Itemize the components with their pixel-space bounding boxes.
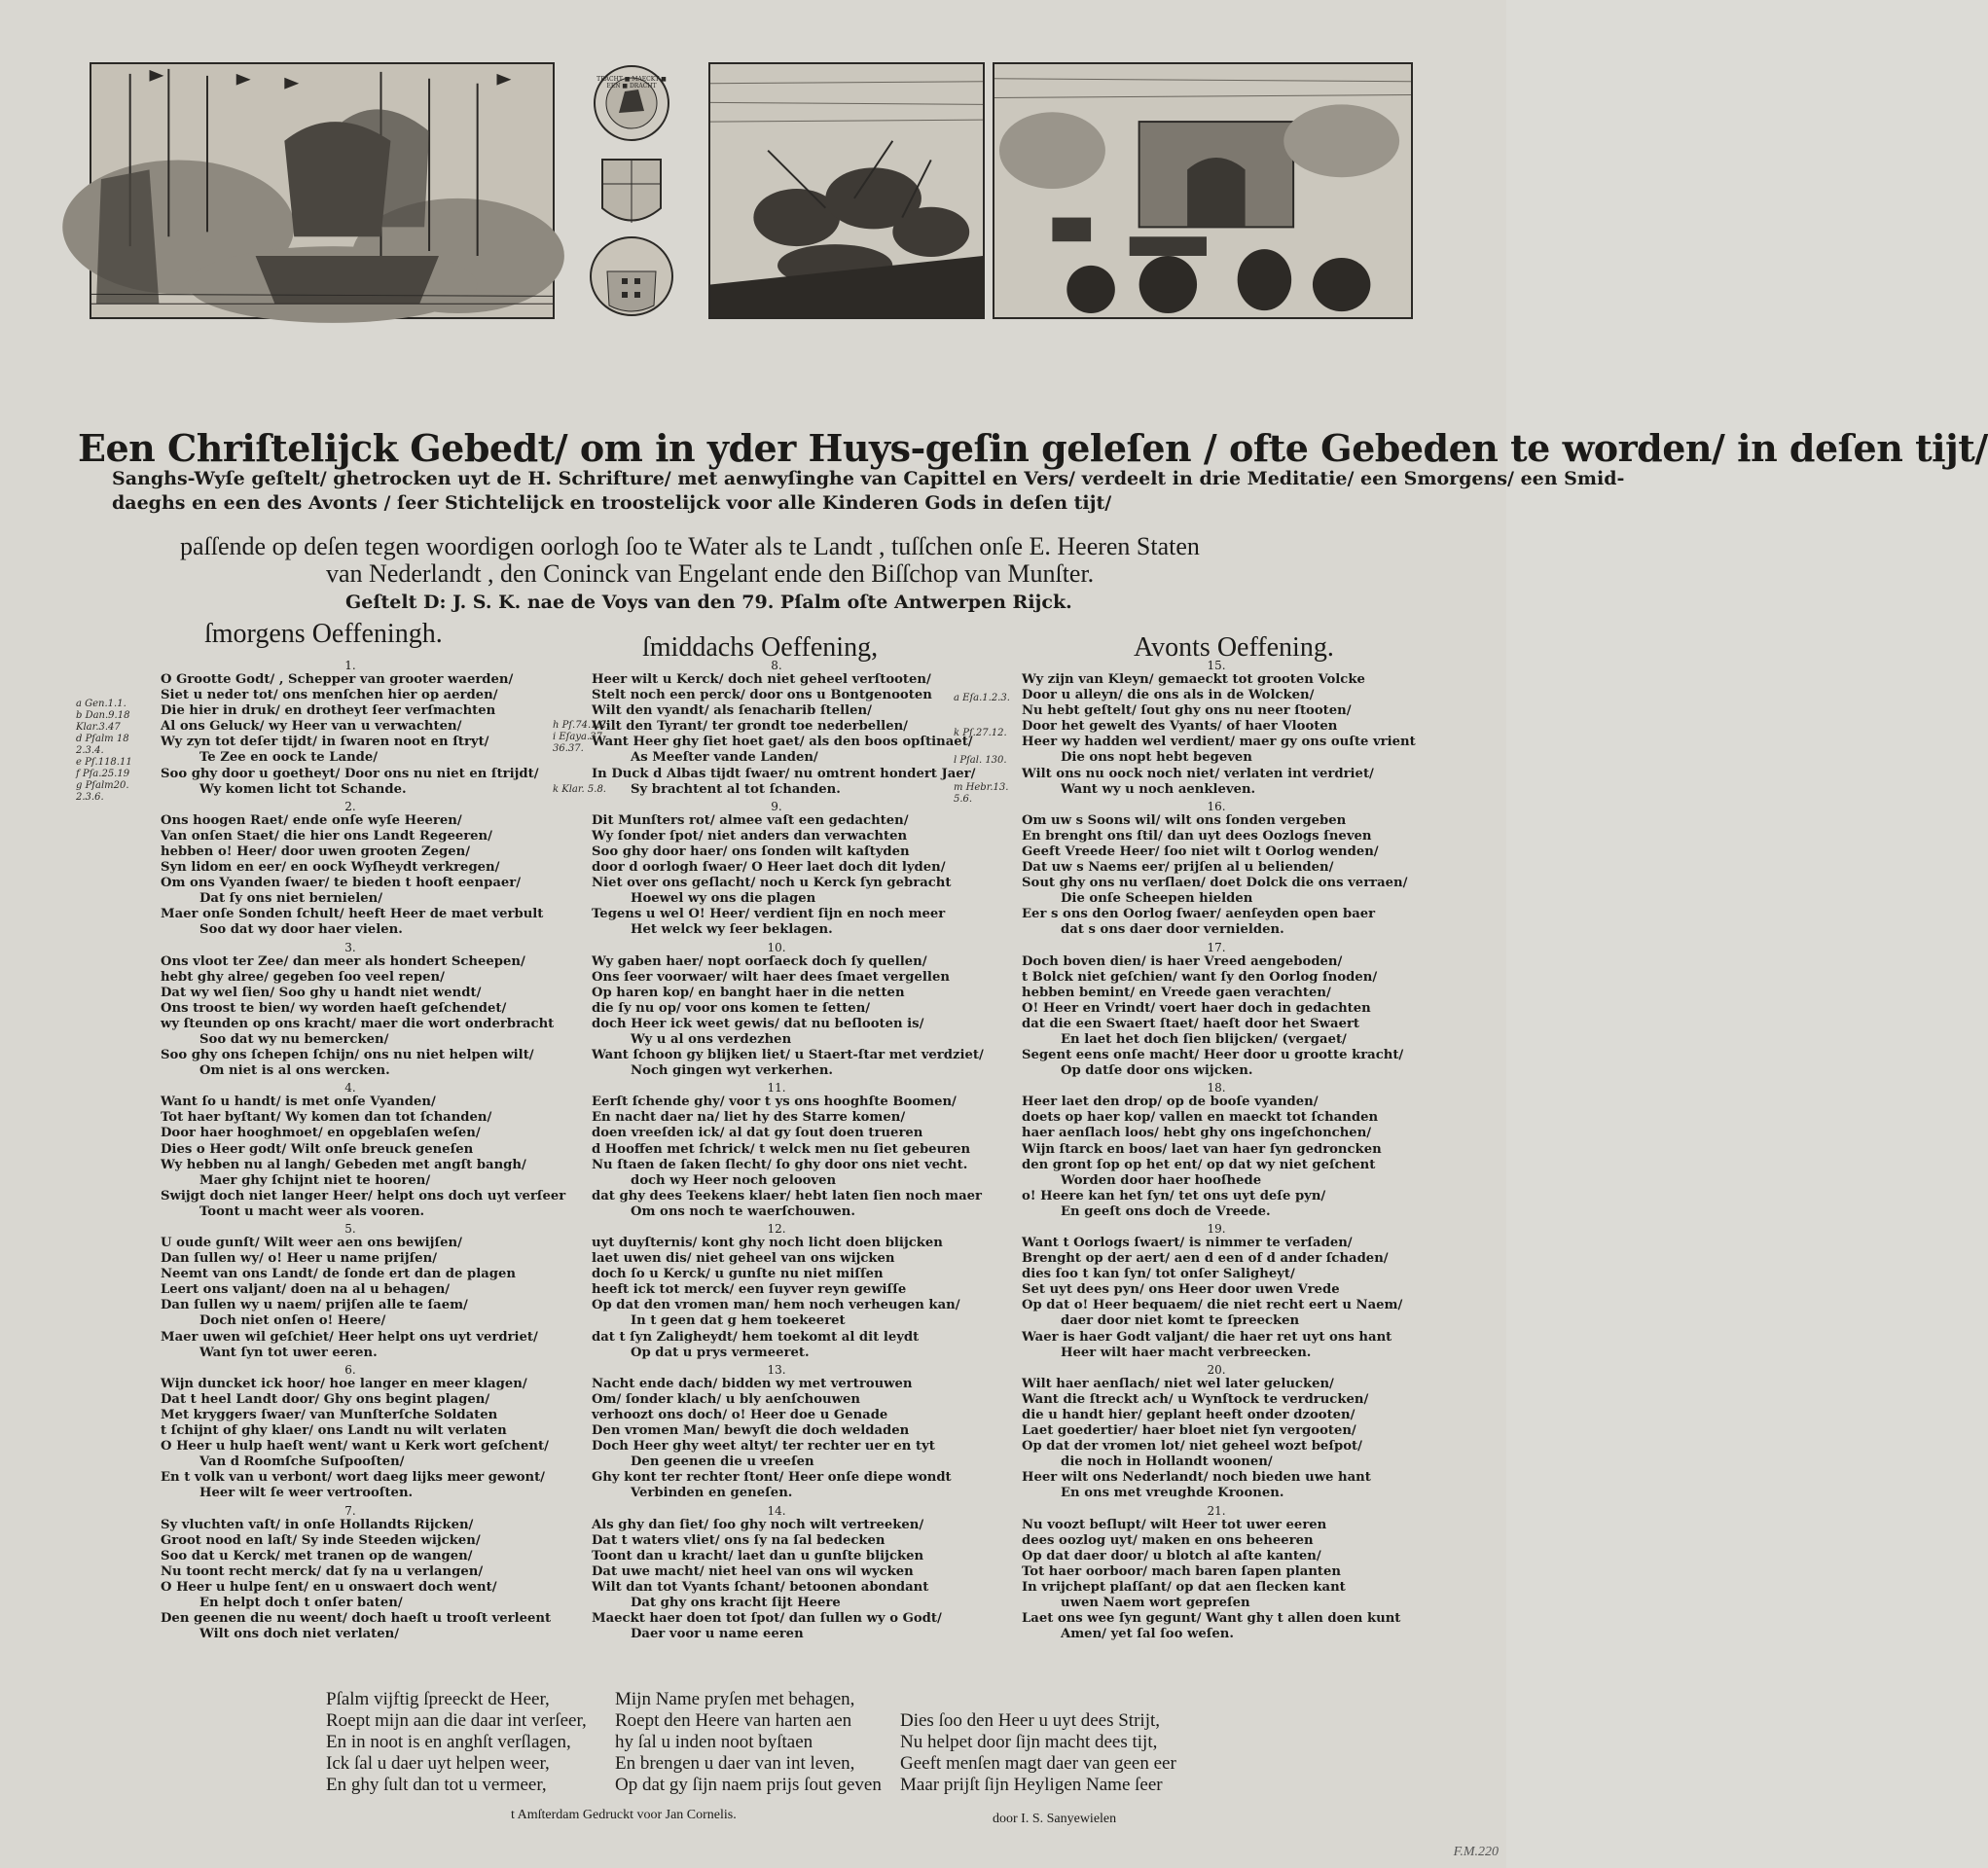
verse-line: dat ghy dees Teekens klaer/ hebt laten ſien noch maer [592,1188,982,1203]
verse-line: U oude gunſt/ Wilt weer aen ons bewijſen/ [161,1236,462,1250]
midday-heading: ſmiddachs Oeffening, [642,632,879,663]
verse-line: O Heer u hulp haeſt went/ want u Kerk wort geſchent/ [161,1439,549,1455]
verse-line: dat t ſyn Zaligheydt/ hem toekomt al dit leydt [592,1329,920,1345]
verse-line: Want wy u noch aenkleven. [1061,781,1256,797]
verse-line: Segent eens onſe macht/ Heer door u grootte kracht/ [1022,1048,1404,1063]
verse-line: Leert ons valjant/ doen na al u behagen/ [161,1282,451,1298]
verse-line: In Duck d Albas tijdt ſwaer/ nu omtrent hondert Jaer/ [592,766,976,781]
stanza-7 [161,1503,552,1643]
evening-heading: Avonts Oeffening. [1134,632,1334,663]
verse-line: hebt ghy alree/ gegeben ſoo veel repen/ [161,969,445,985]
verse-line: Want die ſtreckt ach/ u Wynſtock te verdrucken/ [1022,1391,1369,1407]
verse-line: dat s ons daer door vernielden. [1061,922,1284,938]
stanza-10 [592,940,984,1080]
closing-verse-col-1 [326,1689,587,1796]
verse-line: Op haren kop/ en banght haer in die netten [592,985,905,1000]
verse-line: Heer wilt ſe weer vertrooſten. [199,1486,414,1501]
margin-refs-mid: h Pſ.74.1.2 i Eſaya.37. 36.37. k Klar. 5.8. [553,720,607,795]
verse-line: O Heer u hulpe ſent/ en u onswaert doch went/ [161,1579,497,1595]
stanza-number: 9. [771,799,782,813]
verse-line: Syn lidom en eer/ en oock Wyſheydt verkregen/ [161,860,500,876]
verse-line: Nu voozt beſlupt/ wilt Heer tot uwer eeren [1022,1517,1327,1532]
verse-line: Set uyt dees pyn/ ons Heer door uwen Vrede [1022,1282,1340,1298]
verse-line: Dat uw s Naems eer/ prijſen al u belienden/ [1022,860,1334,876]
verse-line: Om ons Vyanden ſwaer/ te bieden t hooft eenpaer/ [161,876,522,891]
stanza-14 [592,1505,961,1643]
closing-line: Dies ſoo den Heer u uyt dees Strijt, [900,1710,1161,1731]
stanza-18 [1022,1082,1411,1220]
verse-line: En laet het doch ſien blijcken/ (vergaet/ [1061,1031,1347,1047]
verse-line: Wy gaben haer/ nopt oorſaeck doch ſy quellen/ [592,953,927,969]
verse-line: Wilt den Tyrant/ ter grondt toe nederbellen/ [592,719,908,735]
stanza-12 [592,1223,961,1361]
verse-line: Het welck wy ſeer beklagen. [631,922,833,938]
verse-line: Dit Munſters rot/ almee vaſt een gedachten/ [592,812,909,828]
stanza-21 [1022,1505,1411,1643]
verse-line: Wy ſonder ſpot/ niet anders dan verwachten [592,828,908,844]
sheet-title: Een Chriſtelijck Gebedt/ om in yder Huys-geſin geleſen / ofte Gebeden te worden/ in deſen tijt/ [78,426,1988,470]
closing-line: Nu helpet door ſijn macht dees tijt, [900,1732,1158,1752]
stanza-4 [161,1081,566,1220]
verse-line: In t geen dat g hem toekeeret [631,1313,846,1329]
margin-refs-left: a Gen.1.1. b Dan.9.18 Klar.3.47 d Pſalm 18 2.3.4. e Pſ.118.11 f Pſa.25.19 g Pſalm20. 2.3.6. [76,699,132,803]
verse-line: door d oorlogh ſwaer/ O Heer laet doch dit lyden/ [592,860,946,876]
verse-line: Nacht ende dach/ bidden wy met vertrouwen [592,1376,913,1391]
verse-line: Om uw s Soons wil/ wilt ons ſonden vergeben [1022,812,1347,828]
verse-line: Noch gingen wyt verkerhen. [631,1063,833,1079]
verse-line: Om niet is al ons wercken. [199,1063,390,1079]
verse-line: Wijn duncket ick hoor/ hoe langer en meer klagen/ [161,1376,527,1391]
verse-line: Den vromen Man/ bewyſt die doch weldaden [592,1423,910,1439]
stanza-13 [592,1364,961,1502]
stanza-6 [161,1362,549,1502]
verse-line: Heer wilt ons Nederlandt/ noch bieden uwe hant [1022,1470,1371,1486]
verse-line: doch ſo u Kerck/ u gunſte nu niet miſſen [592,1267,884,1282]
closing-line: Op dat gy ſijn naem prijs ſout geven [615,1775,882,1795]
morning-column [161,659,566,1645]
verse-line: Waer is haer Godt valjant/ die haer ret uyt ons hant [1022,1329,1392,1345]
verse-line: En geeſt ons doch de Vreede. [1061,1203,1271,1219]
stanza-number: 2. [344,799,356,813]
verse-line: Hoewel wy ons die plagen [631,891,816,907]
verse-line: Ghy kont ter rechter ſtont/ Heer onſe diepe wondt [592,1470,952,1486]
verse-line: Dat uwe macht/ niet heel van ons wil wycken [592,1563,914,1579]
verse-line: O! Heer en Vrindt/ voert haer doch in gedachten [1022,1000,1371,1016]
verse-line: Laet goedertier/ haer bloet niet ſyn vergooten/ [1022,1423,1356,1439]
stanza-9 [592,801,961,939]
stanza-number: 15. [1207,659,1226,672]
verse-line: Dan ſullen wy u naem/ prijſen alle te ſaem/ [161,1298,468,1313]
verse-line: Maer ghy ſchijnt niet te hooren/ [199,1172,431,1188]
verse-line: Om/ ſonder klach/ u bly aenſchouwen [592,1391,860,1407]
gestelt-line: Geſtelt D: J. S. K. nae de Voys van den 79. Pſalm oſte Antwerpen Rijck. [345,592,1072,613]
verse-line: Doch niet onſen o! Heere/ [199,1313,386,1329]
verse-line: Daer voor u name eeren [631,1627,804,1642]
margin-refs-right: a Eſa.1.2.3. k Pſ.27.12. l Pſal. 130. m Hebr.13. 5.6. [954,693,1010,805]
stanza-16 [1022,801,1411,939]
verse-line: Sy brachtent al tot ſchanden. [631,781,841,797]
verse-line: Soo dat wy nu bemercken/ [199,1031,389,1047]
verse-line: Van d Roomſche Suſpooſten/ [199,1455,405,1470]
verse-line: Dies o Heer godt/ Wilt onſe breuck geneſen [161,1141,474,1157]
verse-line: Maeckt haer doen tot ſpot/ dan ſullen wy o Godt/ [592,1611,942,1627]
verse-line: Wy hebben nu al langh/ Gebeden met angſt bangh/ [161,1157,526,1172]
stanza-20 [1022,1364,1411,1502]
verse-line: Soo ghy ons ſchepen ſchijn/ ons nu niet helpen wilt/ [161,1048,534,1063]
verse-line: Laet ons wee ſyn gegunt/ Want ghy t allen doen kunt [1022,1611,1401,1627]
verse-line: Maer onſe Sonden ſchult/ heeft Heer de maet verbult [161,907,544,922]
stanza-number: 7. [344,1503,356,1518]
stanza-5 [161,1223,540,1361]
verse-line: Als ghy dan ſiet/ ſoo ghy noch wilt vertreeken/ [592,1517,924,1532]
stanza-number: 16. [1207,799,1226,813]
verse-line: Nu ſtaen de ſaken ſlecht/ ſo ghy door ons niet vecht. [592,1157,968,1172]
verse-line: Ons vloot ter Zee/ dan meer als hondert Scheepen/ [161,953,525,969]
stanza-number: 4. [344,1081,356,1096]
stanza-8 [592,659,976,798]
stanza-number: 10. [767,940,786,954]
verse-line: doen vreeſden ick/ al dat gy ſout doen trueren [592,1126,923,1141]
morning-heading: ſmorgens Oeffeningh. [204,619,443,649]
stanza-number: 11. [767,1081,786,1096]
stanza-17 [1022,942,1411,1080]
verse-line: In vrijchept plaſſant/ op dat aen ſlecken kant [1022,1579,1346,1595]
verse-line: hebben bemint/ en Vreede gaen verachten/ [1022,985,1331,1000]
verse-line: doch Heer ick weet gewis/ dat nu beſlooten is/ [592,1016,924,1031]
verse-line: Soo ghy door haer/ ons ſonden wilt kaſtyden [592,844,910,859]
stanza-number: 3. [344,940,356,954]
verse-line: Op dat den vromen man/ hem noch verheugen kan/ [592,1298,960,1313]
verse-line: Heer laet den drop/ op de booſe vyanden/ [1022,1095,1319,1110]
verse-line: Op dat u prys vermeeret. [631,1345,810,1360]
verse-line: Eer s ons den Oorlog ſwaer/ aenſeyden open baer [1022,907,1376,922]
verse-line: O Grootte Godt/ , Schepper van grooter waerden/ [161,672,514,687]
closing-line: Roept den Heere van harten aen [615,1710,852,1731]
verse-line: Die hier in druk/ en drotheyt ſeer verſmachten [161,703,496,719]
verse-line: d Hooffen met ſchrick/ t welck men nu ſiet gebeuren [592,1141,971,1157]
closing-line: hy ſal u inden noot byſtaen [615,1732,813,1752]
stanza-number: 18. [1207,1081,1226,1096]
verse-line: Op datſe door ons wijcken. [1061,1063,1253,1079]
verse-line: Nu toont recht merck/ dat ſy na u verlangen/ [161,1563,484,1579]
verse-line: Dat ghy ons kracht ſijt Heere [631,1595,841,1610]
stanza-2 [161,799,544,939]
verse-line: Verbinden en geneſen. [631,1486,793,1501]
verse-line: Van onſen Staet/ die hier ons Landt Regeeren/ [161,828,492,844]
verse-line: dees oozlog uyt/ maken en ons beheeren [1022,1532,1314,1548]
stanza-number: 20. [1207,1362,1226,1377]
verse-line: Dat t waters vliet/ ons ſy na ſal bedecken [592,1532,886,1548]
verse-line: Wy zyn tot deſer tijdt/ in ſwaren noot en ſtryt/ [161,735,489,750]
verse-line: t Bolck niet geſchien/ want ſy den Oorlog ſnoden/ [1022,969,1378,985]
stanza-number: 12. [767,1222,786,1236]
verse-line: Wilt den vyandt/ als ſenacharib ſtellen/ [592,703,872,719]
verse-line: Toont u macht weer als vooren. [199,1203,425,1219]
verse-line: die noch in Hollandt woonen/ [1061,1455,1273,1470]
verse-line: Dat t heel Landt door/ Ghy ons begint plagen/ [161,1391,490,1407]
closing-verse-col-3 [900,1710,1176,1796]
verse-line: doets op haer kop/ vallen en maeckt tot ſchanden [1022,1110,1379,1126]
verse-line: En brenght ons ſtil/ dan uyt dees Oozlogs ſneven [1022,828,1372,844]
stanza-11 [592,1081,982,1220]
verse-line: Ons troost te bien/ wy worden haeſt geſchendet/ [161,1000,507,1016]
closing-line: En in noot is en anghſt verſlagen, [326,1732,571,1752]
verse-line: Sy vluchten vaſt/ in onſe Hollandts Rijcken/ [161,1517,474,1532]
subtitle-line-1: Sanghs-Wyſe geſtelt/ ghetrocken uyt de H. Schrifture/ met aenwyſinghe van Capittel en Vers/ verdeelt in drie Meditatie/ een Smorgens/ een Smid- [112,468,1625,489]
stanza-number: 6. [344,1362,356,1377]
verse-line: Want t Oorlogs ſwaert/ is nimmer te verſaden/ [1022,1236,1353,1250]
verse-line: Niet over ons geſlacht/ noch u Kerck ſyn gebracht [592,876,952,891]
closing-line: Geeft menſen magt daer van geen eer [900,1753,1176,1774]
verse-line: Die onſe Scheepen hielden [1061,891,1253,907]
museum-mark: F.M.220 [1453,1845,1499,1859]
verse-line: Den geenen die nu weent/ doch haeſt u trooſt verleent [161,1611,552,1627]
verse-line: Heer wilt u Kerck/ doch niet geheel verſtooten/ [592,672,931,687]
verse-line: den gront ſop op het ent/ op dat wy niet geſchent [1022,1157,1376,1172]
verse-line: Geeft Vreede Heer/ ſoo niet wilt t Oorlog wenden/ [1022,844,1379,859]
closing-line: En brengen u daer van int leven, [615,1753,855,1774]
stanza-number: 8. [771,659,782,672]
stanza-number: 5. [344,1222,356,1236]
verse-line: Door u alleyn/ die ons als in de Wolcken/ [1022,688,1315,703]
stanza-15 [1022,659,1416,798]
verse-line: die ſy nu op/ voor ons komen te ſetten/ [592,1000,871,1016]
verse-line: Om ons noch te waerſchouwen. [631,1203,855,1219]
closing-line: Pſalm vijftig ſpreeckt de Heer, [326,1689,550,1709]
verse-line: Want ſyn tot uwer eeren. [199,1345,378,1360]
verse-line: Wy zijn van Kleyn/ gemaeckt tot grooten Volcke [1022,672,1365,687]
verse-line: verhoozt ons doch/ o! Heer doe u Genade [592,1407,888,1422]
naval-battle-woodcut [90,62,555,319]
verse-line: Amen/ yet ſal ſoo weſen. [1061,1627,1234,1642]
passende-line-2: van Nederlandt , den Coninck van Engelant ende den Biſſchop van Munſter. [326,559,1095,588]
stanza-number: 13. [767,1362,786,1377]
verse-line: Heer wilt haer macht verbreecken. [1061,1345,1312,1360]
verse-line: Te Zee en oock te Lande/ [199,750,379,766]
verse-line: uwen Naem wort gepreſen [1061,1595,1250,1610]
closing-line: Ick ſal u daer uyt helpen weer, [326,1753,550,1774]
verse-line: Tot haer oorboor/ mach baren ſapen planten [1022,1563,1341,1579]
closing-line: Mijn Name pryſen met behagen, [615,1689,855,1709]
stanza-number: 21. [1207,1503,1226,1518]
stanza-3 [161,940,555,1080]
verse-line: wy ſteunden op ons kracht/ maer die wort onderbracht [161,1016,555,1031]
author-imprint: door I. S. Sanyewielen [993,1812,1117,1826]
verse-line: Die ons nopt hebt begeven [1061,750,1252,766]
stanza-number: 17. [1207,940,1226,954]
verse-line: Wy komen licht tot Schande. [199,781,407,797]
verse-line: Dat ſy ons niet bernielen/ [199,891,383,907]
verse-line: Door haer hooghmoet/ en opgeblaſen weſen/ [161,1126,481,1141]
verse-line: Soo dat wy door haer vielen. [199,922,403,938]
emblem-column [568,62,695,319]
closing-line: Maar prijſt ſijn Heyligen Name ſeer [900,1775,1163,1795]
verse-line: As Meeſter vande Landen/ [631,750,818,766]
verse-line: Heer wy hadden wel verdient/ maer gy ons ouſte vrient [1022,735,1416,750]
stanza-number: 14. [767,1503,786,1518]
verse-line: Maer uwen wil geſchiet/ Heer helpt ons uyt verdriet/ [161,1329,538,1345]
closing-line: En ghy ſult dan tot u vermeer, [326,1775,547,1795]
fortress-siege-woodcut [993,62,1413,319]
verse-line: Wilt haer aenſlach/ niet wel later gelucken/ [1022,1376,1334,1391]
verse-line: Soo dat u Kerck/ met tranen op de wangen/ [161,1548,473,1563]
verse-line: En nacht daer na/ liet hy des Starre komen/ [592,1110,906,1126]
passende-line-1: paſſende op deſen tegen woordigen oorlogh ſoo te Water als te Landt , tuſſchen onſe E. Heeren Staten [180,532,1200,560]
verse-line: En ons met vreughde Kroonen. [1061,1486,1284,1501]
verse-line: t ſchijnt of ghy klaer/ ons Landt nu wilt verlaten [161,1423,507,1439]
verse-line: Al ons Geluck/ wy Heer van u verwachten/ [161,719,462,735]
verse-line: Op dat der vromen lot/ niet geheel wozt beſpot/ [1022,1439,1362,1455]
verse-line: Want Heer ghy ſiet hoet gaet/ als den boos opſtinaet/ [592,735,973,750]
verse-line: Neemt van ons Landt/ de ſonde ert dan de plagen [161,1267,516,1282]
verse-line: Stelt noch een perck/ door ons u Bontgenooten [592,688,932,703]
verse-line: Nu hebt geſtelt/ ſout ghy ons nu neer ſtooten/ [1022,703,1352,719]
verse-line: Worden door haer hooſhede [1061,1172,1262,1188]
verse-line: heeft ick tot merck/ een ſuyver reyn gewiſſe [592,1282,907,1298]
verse-line: Op dat daer door/ u blotch al aſte kanten/ [1022,1548,1321,1563]
verse-line: Groot nood en laſt/ Sy inde Steeden wijcken/ [161,1532,481,1548]
verse-line: Eerſt ſchende ghy/ voor t ys ons hooghſte Boomen/ [592,1095,957,1110]
verse-line: Dan ſullen wy/ o! Heer u name prijſen/ [161,1251,438,1267]
verse-line: Swijgt doch niet langer Heer/ helpt ons doch uyt verſeer [161,1188,566,1203]
verse-line: Met kryggers ſwaer/ van Munſterſche Soldaten [161,1407,498,1422]
verse-line: die u handt hier/ geplant heeft onder dzooten/ [1022,1407,1355,1422]
verse-line: Wilt dan tot Vyants ſchant/ betoonen abondant [592,1579,929,1595]
verse-line: Wijn ſtarck en boos/ laet van haer ſyn gedroncken [1022,1141,1382,1157]
woodcut-strip [90,62,1413,319]
verse-line: laet uwen dis/ niet geheel van ons wijcken [592,1251,895,1267]
seal-inscription: TRACHT ■ MAECKT ■ EEN ■ DRACHT [596,76,667,90]
verse-line: Dat wy wel ſien/ Soo ghy u handt niet wendt/ [161,985,482,1000]
verse-line: Sout ghy ons nu verſlaen/ doet Dolck die ons verraen/ [1022,876,1408,891]
evening-column [1022,659,1416,1645]
stanza-19 [1022,1223,1411,1361]
subtitle-line-2: daeghs en een des Avonts / ſeer Stichtelijck en troostelijck voor alle Kinderen Gods in deſen tijt/ [112,492,1112,514]
verse-line: Want ſo u handt/ is met onſe Vyanden/ [161,1095,436,1110]
verse-line: dies ſoo t kan ſyn/ tot onſer Saligheyt/ [1022,1267,1295,1282]
verse-line: Door het gewelt des Vyants/ of haer Vlooten [1022,719,1338,735]
verse-line: Tegens u wel O! Heer/ verdient ſijn en noch meer [592,907,946,922]
verse-line: Wilt ons doch niet verlaten/ [199,1627,400,1642]
verse-line: En helpt doch t onſer baten/ [199,1595,403,1610]
verse-line: En t volk van u verbont/ wort daeg lijks meer gewont/ [161,1470,546,1486]
verse-line: Ons hoogen Raet/ ende onſe wyſe Heeren/ [161,812,462,828]
verse-line: Op dat o! Heer bequaem/ die niet recht eert u Naem/ [1022,1298,1403,1313]
verse-line: uyt duyſternis/ kont ghy noch licht doen blijcken [592,1236,943,1250]
verse-line: Wy u al ons verdezhen [631,1031,792,1047]
verse-line: dat die een Swaert ſtaet/ haeſt door het Swaert [1022,1016,1360,1031]
verse-line: Den geenen die u vreeſen [631,1455,814,1470]
closing-verse-col-2 [615,1689,882,1796]
verse-line: Soo ghy door u goetheyt/ Door ons nu niet en ſtrijdt/ [161,766,539,781]
verse-line: Ons ſeer voorwaer/ wilt haer dees ſmaet vergellen [592,969,950,985]
verse-line: o! Heere kan het ſyn/ tet ons uyt deſe pyn/ [1022,1188,1326,1203]
verse-line: Wilt ons nu oock noch niet/ verlaten int verdriet/ [1022,766,1374,781]
verse-line: doch wy Heer noch gelooven [631,1172,837,1188]
printer-imprint: t Amſterdam Gedruckt voor Jan Cornelis. [511,1808,737,1822]
verse-line: Siet u neder tot/ ons menſchen hier op aerden/ [161,688,498,703]
verse-line: Tot haer byſtant/ Wy komen dan tot ſchanden/ [161,1110,492,1126]
stanza-number: 1. [344,659,356,672]
verse-line: Want ſchoon gy blijken liet/ u Staert-ſtar met verdziet/ [592,1048,984,1063]
verse-line: Doch Heer ghy weet altyt/ ter rechter uer en tyt [592,1439,935,1455]
stanza-number: 19. [1207,1222,1226,1236]
stanza-1 [161,660,540,798]
verse-line: Brenght op der aert/ aen d een of d ander ſchaden/ [1022,1251,1389,1267]
verse-line: Doch boven dien/ is haer Vreed aengeboden/ [1022,953,1343,969]
verse-line: daer door niet komt te ſpreecken [1061,1313,1300,1329]
verse-line: haer aenſlach loos/ hebt ghy ons ingeſchonchen/ [1022,1126,1372,1141]
cavalry-battle-woodcut [708,62,985,319]
closing-line: Roept mijn aan die daar int verſeer, [326,1710,587,1731]
verse-line: Toont dan u kracht/ laet dan u gunſte blijcken [592,1548,924,1563]
verse-line: hebben o! Heer/ door uwen grooten Zegen/ [161,844,471,859]
